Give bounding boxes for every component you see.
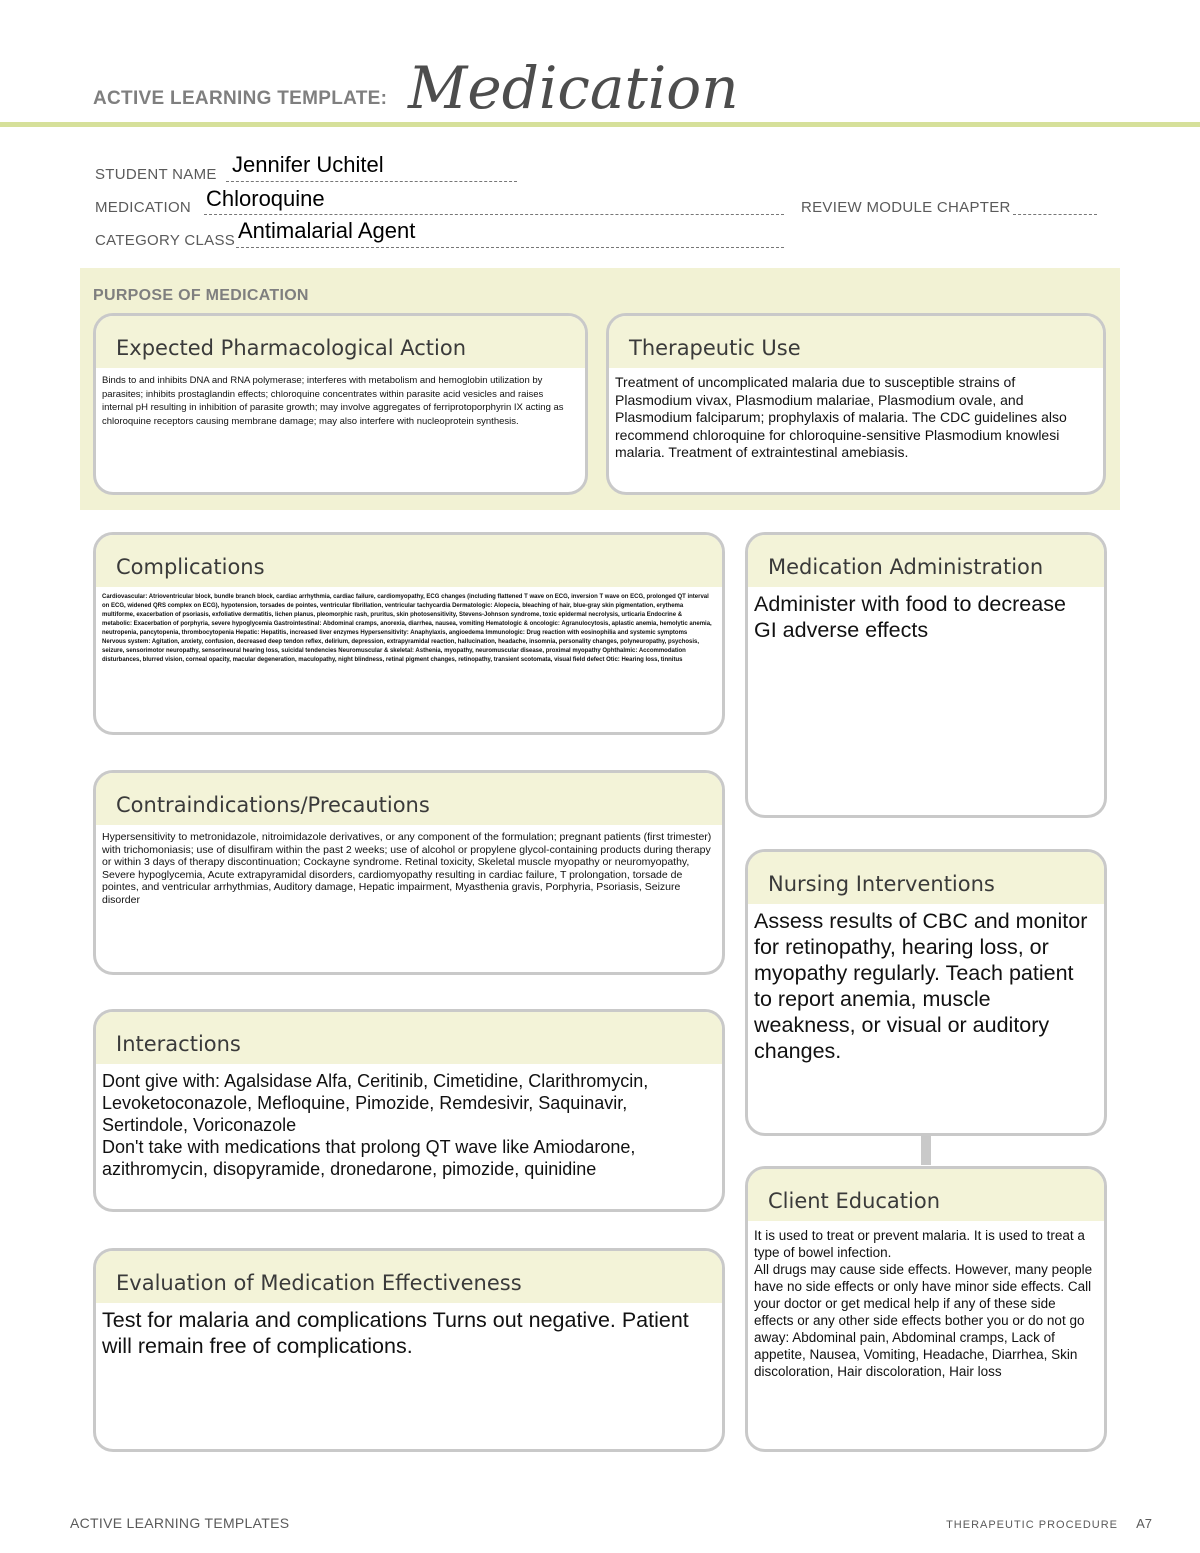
- expected-action-box: [93, 313, 588, 495]
- student-name-field[interactable]: Jennifer Uchitel: [232, 152, 384, 177]
- administration-text[interactable]: Administer with food to decrease GI adverse effects: [754, 592, 1066, 642]
- interactions-line-1: Dont give with: Agalsidase Alfa, Ceritinib, Cimetidine, Clarithromycin, Levoketoconazole, Mefloquine, Pimozide, Remdesivir, Saquinavir, Sertindole, Voriconazole: [102, 1071, 649, 1135]
- footer-section-label: THERAPEUTIC PROCEDURE: [946, 1519, 1119, 1531]
- review-module-label: REVIEW MODULE CHAPTER: [801, 199, 1011, 216]
- contraindications-box: [93, 770, 725, 975]
- contraindications-title: Contraindications/Precautions: [116, 793, 430, 817]
- category-class-field[interactable]: Antimalarial Agent: [238, 218, 416, 243]
- interactions-title: Interactions: [116, 1032, 241, 1056]
- medication-line: [204, 214, 784, 215]
- client-education-text[interactable]: [748, 1221, 1104, 1380]
- medication-label: MEDICATION: [95, 199, 192, 216]
- administration-title: Medication Administration: [768, 555, 1044, 579]
- client-education-header: [748, 1169, 1104, 1221]
- expected-action-header: [96, 316, 585, 368]
- client-education-line-2: All drugs may cause side effects. However, many people have no side effects or only have minor side effects. Call your doctor or get medical help if any of these side effects or any other side effects bother you or do not go away: Abdominal pain, Abdominal cramps, Lack of appetite, Nausea, Vomiting, Headache, Diarrhea, Skin discoloration, Hair discoloration, Hair loss: [754, 1262, 1093, 1379]
- therapeutic-use-box: [606, 313, 1106, 495]
- complications-title: Complications: [116, 555, 265, 579]
- nursing-text[interactable]: Assess results of CBC and monitor for retinopathy, hearing loss, or myopathy regularly. Teach patient to report anemia, muscle weakness, or visual or auditory changes.: [754, 909, 1088, 1063]
- category-class-line: [236, 247, 784, 248]
- footer-title: ACTIVE LEARNING TEMPLATES: [70, 1515, 290, 1531]
- nursing-box: [745, 849, 1107, 1136]
- expected-action-text[interactable]: Binds to and inhibits DNA and RNA polymerase; interferes with metabolism and hemoglobin utilization by parasites; inhibits prostaglandin effects; chloroquine concentrates within parasite acid vesicles and raises internal pH resulting in inhibition of parasite growth; may involve aggregates of ferriprotoporphyrin IX acting as chloroquine receptors causing membrane damage; may also interfere with nucleoprotein synthesis.: [102, 375, 564, 427]
- therapeutic-use-text[interactable]: Treatment of uncomplicated malaria due to susceptible strains of Plasmodium vivax, Plasmodium malariae, Plasmodium ovale, and Plasmodium falciparum; prophylaxis of malaria. The CDC guidelines also recommend chloroquine for chloroquine-sensitive Plasmodium knowlesi malaria. Treatment of extraintestinal amebiasis.: [615, 374, 1067, 460]
- administration-header: [748, 535, 1104, 587]
- nursing-title: Nursing Interventions: [768, 872, 995, 896]
- nursing-header: [748, 852, 1104, 904]
- complications-text[interactable]: Cardiovascular: Atrioventricular block, bundle branch block, cardiac arrhythmia, cardiac failure, cardiomyopathy, ECG changes (including flattened T wave on ECG, inversion T wave on ECG, prolonged QT interval on ECG, widened QRS complex on ECG), hypotension, torsades de pointes, ventricular fibrillation, ventricular tachycardia Dermatologic: Alopecia, bleaching of hair, blue-gray skin pigmentation, erythema multiforme, exacerbation of psoriasis, exfoliative dermatitis, lichen planus, pleomorphic rash, pruritus, skin photosensitivity, Stevens-Johnson syndrome, toxic epidermal necrolysis, urticaria Endocrine & metabolic: Exacerbation of porphyria, severe hypoglycemia Gastrointestinal: Abdominal cramps, anorexia, diarrhea, nausea, vomiting Hematologic & oncologic: Agranulocytosis, aplastic anemia, hemolytic anemia, neutropenia, pancytopenia, thrombocytopenia Hepatic: Hepatitis, increased liver enzymes Hypersensitivity: Anaphylaxis, angioedema Immunologic: Drug reaction with eosinophilia and systemic symptoms Nervous system: Agitation, anxiety, confusion, decreased deep tendon reflex, delirium, depression, extrapyramidal reaction, hallucination, headache, insomnia, personality changes, polyneuropathy, psychosis, seizure, sensorimotor neuropathy, sensorineural hearing loss, suicidal tendencies Neuromuscular & skeletal: Asthenia, myopathy, neuromuscular disease, proximal myopathy Ophthalmic: Accommodation disturbances, blurred vision, corneal opacity, macular degeneration, maculopathy, night blindness, retinal pigment changes, retinopathy, transient scotomata, visual field defect Otic: Hearing loss, tinnitus: [102, 594, 712, 663]
- footer-right: [946, 1516, 1152, 1531]
- box-connector: [921, 1133, 931, 1165]
- administration-box: [745, 532, 1107, 818]
- evaluation-header: [96, 1251, 722, 1303]
- evaluation-title: Evaluation of Medication Effectiveness: [116, 1271, 522, 1295]
- header-divider: [0, 122, 1200, 127]
- evaluation-box: [93, 1248, 725, 1452]
- student-name-line: [226, 181, 517, 182]
- expected-action-title: Expected Pharmacological Action: [116, 336, 467, 360]
- template-label: ACTIVE LEARNING TEMPLATE:: [93, 88, 388, 109]
- page-title: Medication: [408, 54, 739, 122]
- footer-page-number: A7: [1136, 1516, 1152, 1531]
- client-education-title: Client Education: [768, 1189, 941, 1213]
- contraindications-text[interactable]: Hypersensitivity to metronidazole, nitroimidazole derivatives, or any component of the formulation; pregnant patients (first trimester) with trichomoniasis; use of disulfiram within the past 2 weeks; use of alcohol or propylene glycol-containing products during therapy or within 3 days of therapy discontinuation; Cockayne syndrome. Retinal toxicity, Skeletal muscle myopathy or neuromyopathy, Severe hypoglycemia, Acute extrapyramidal disorders, cardiomyopathy resulting in cardiac failure, T prolongation, torsade de pointes, and ventricular arrhythmias, Auditory damage, Hepatic impairment, Myasthenia gravis, Porphyria, Psoriasis, Seizure disorder: [102, 831, 712, 906]
- purpose-label: PURPOSE OF MEDICATION: [93, 287, 309, 304]
- client-education-line-1: It is used to treat or prevent malaria. It is used to treat a type of bowel infection.: [754, 1228, 1085, 1260]
- therapeutic-use-title: Therapeutic Use: [629, 336, 801, 360]
- interactions-text[interactable]: [96, 1064, 722, 1180]
- interactions-box: [93, 1009, 725, 1212]
- medication-field[interactable]: Chloroquine: [206, 186, 325, 211]
- complications-header: [96, 535, 722, 587]
- therapeutic-use-header: [609, 316, 1103, 368]
- evaluation-text[interactable]: Test for malaria and complications Turns out negative. Patient will remain free of complications.: [102, 1308, 689, 1358]
- student-name-label: STUDENT NAME: [95, 166, 217, 183]
- complications-box: [93, 532, 725, 735]
- interactions-line-2: Don't take with medications that prolong QT wave like Amiodarone, azithromycin, disopyramide, dronedarone, pimozide, quinidine: [102, 1137, 636, 1179]
- interactions-header: [96, 1012, 722, 1064]
- category-class-label: CATEGORY CLASS: [95, 232, 236, 249]
- client-education-box: [745, 1166, 1107, 1452]
- review-module-line: [1013, 214, 1097, 215]
- contraindications-header: [96, 773, 722, 825]
